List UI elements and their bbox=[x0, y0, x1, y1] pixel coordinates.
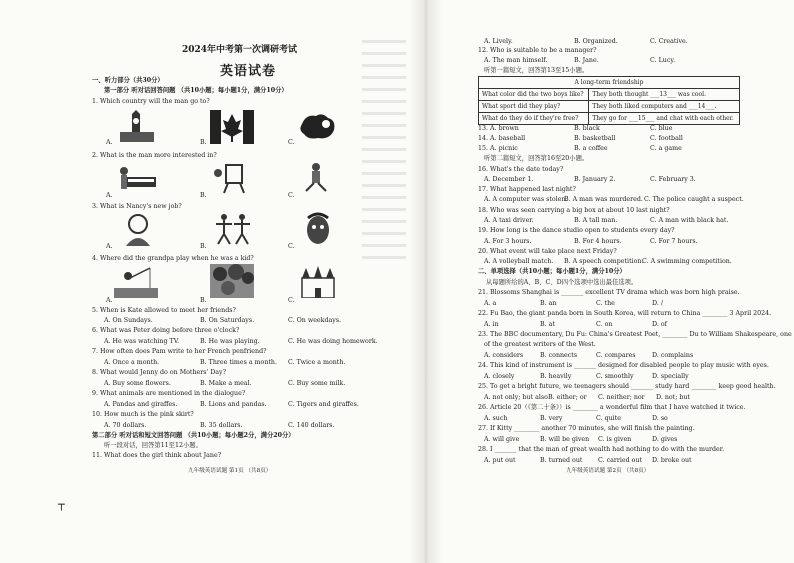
singer-icon bbox=[116, 212, 160, 246]
option-a: A. considers bbox=[484, 352, 524, 359]
option-a: 13. A. brown bbox=[478, 125, 519, 132]
option-c: C. Twice a month. bbox=[288, 359, 346, 366]
option-label: C. bbox=[288, 139, 295, 146]
exam-title: 2024年中考第一次调研考试 bbox=[182, 45, 298, 55]
option-c: C. the bbox=[596, 300, 615, 307]
question-3: 3. What is Nancy's new job? bbox=[92, 203, 182, 210]
option-label: C. bbox=[288, 243, 295, 250]
option-a: A. in bbox=[484, 321, 499, 328]
passage2-instruction: 听第二篇短文，回答第16至20小题。 bbox=[484, 155, 589, 162]
page-fold bbox=[409, 0, 443, 563]
part1-heading: 第一部分 听对话回答问题 （共10小题；每小题1分，满分10分） bbox=[104, 87, 288, 94]
option-c: C. 140 dollars. bbox=[288, 422, 335, 429]
option-b: B. very bbox=[540, 415, 563, 422]
text-cursor-icon: ┬ bbox=[58, 498, 65, 511]
option-b: B. black bbox=[574, 125, 600, 132]
question-10: 10. How much is the pink skirt? bbox=[92, 411, 194, 418]
question-6: 6. What was Peter doing before three o'clock? bbox=[92, 327, 240, 334]
option-d: D. gives bbox=[652, 436, 678, 443]
option-a: A. The man himself. bbox=[484, 57, 548, 64]
question-12: 12. Who is suitable to be a manager? bbox=[478, 47, 597, 54]
option-a: 15. A. picnic bbox=[478, 145, 518, 152]
section2-instruction: 从每题所给的A、B、C、D四个选项中选出最佳选项。 bbox=[486, 279, 638, 286]
option-label: A. bbox=[106, 243, 113, 250]
option-a: 14. A. baseball bbox=[478, 135, 526, 142]
option-a: A. Buy some flowers. bbox=[104, 380, 171, 387]
question-1: 1. Which country will the man go to? bbox=[92, 98, 210, 105]
option-b: B. a coffee bbox=[574, 145, 608, 152]
option-a: A. A volleyball match. bbox=[484, 258, 554, 265]
australia-map-icon bbox=[296, 110, 340, 144]
left-page bbox=[92, 0, 378, 563]
option-c: C. A swimming competition. bbox=[642, 258, 732, 265]
question-21: 21. Blossoms Shanghai is _______ excellent TV drama which was born high praise. bbox=[478, 289, 740, 296]
option-a: A. will give bbox=[484, 436, 520, 443]
option-c: C. A man with black hat. bbox=[650, 217, 729, 224]
option-a: A. put out bbox=[484, 457, 516, 464]
part2-instruction: 听一段对话，回答第11至12小题。 bbox=[104, 442, 202, 449]
option-b: B. at bbox=[540, 321, 555, 328]
question-4: 4. Where did the grandpa play when he was a kid? bbox=[92, 255, 254, 262]
option-c: C. blue bbox=[650, 125, 673, 132]
option-b: B. He was playing. bbox=[200, 338, 260, 345]
option-label: A. bbox=[106, 192, 113, 199]
section1-heading: 一、听力部分（共30分） bbox=[92, 77, 164, 84]
question-27: 27. If Kitty ________ another 70 minutes, she will finish the painting. bbox=[478, 425, 695, 432]
question-9: 9. What animals are mentioned in the dialogue? bbox=[92, 390, 246, 397]
question-23: 23. The BBC documentary, Du Fu: China's Greatest Poet, ________ Du to William Shakespeare, one bbox=[478, 331, 792, 338]
question-8: 8. What would Jenny do on Mothers' Day? bbox=[92, 369, 226, 376]
option-label: B. bbox=[200, 139, 207, 146]
option-b: B. basketball bbox=[574, 135, 616, 142]
question-17: 17. What happened last night? bbox=[478, 186, 576, 193]
option-b: B. January 2. bbox=[574, 176, 616, 183]
table-header: A long-term friendship bbox=[479, 77, 740, 89]
option-c: C. smoothly bbox=[596, 373, 634, 380]
page-footer-2: 九年级英语试题 第2页 （共8页） bbox=[566, 468, 650, 474]
option-c: C. The police caught a suspect. bbox=[644, 196, 744, 203]
question-2: 2. What is the man more interested in? bbox=[92, 152, 217, 159]
option-b: B. On Saturdays. bbox=[200, 317, 255, 324]
question-5: 5. When is Kate allowed to meet her friends? bbox=[92, 307, 236, 314]
exam-subject: 英语试卷 bbox=[220, 64, 277, 79]
option-b: B. Lions and pandas. bbox=[200, 401, 267, 408]
option-d: D. complains bbox=[652, 352, 694, 359]
question-23-cont: of the greatest writers of the West. bbox=[484, 341, 596, 348]
forest-icon bbox=[210, 264, 254, 298]
option-c: C. on bbox=[596, 321, 613, 328]
option-d: D. / bbox=[652, 300, 663, 307]
option-c: C. Lucy. bbox=[650, 57, 676, 64]
option-c: C. For 7 hours. bbox=[650, 238, 698, 245]
option-a: A. For 3 hours. bbox=[484, 238, 532, 245]
option-d: D. not; but bbox=[656, 394, 690, 401]
option-a: A. A taxi driver. bbox=[484, 217, 534, 224]
question-28: 28. I _______ that the man of great wealth had nothing to do with the murder. bbox=[478, 446, 725, 453]
option-label: B. bbox=[200, 192, 207, 199]
table-cell: What sport did they play? bbox=[479, 101, 589, 113]
option-b: B. Jane. bbox=[574, 57, 599, 64]
option-b: B. A tall man. bbox=[574, 217, 618, 224]
option-b: B. heavily bbox=[540, 373, 572, 380]
option-d: D. broke out bbox=[652, 457, 692, 464]
option-a: A. such bbox=[484, 415, 508, 422]
option-c: C. Tigers and giraffes. bbox=[288, 401, 359, 408]
option-a: A. closely bbox=[484, 373, 515, 380]
option-d: D. specially bbox=[652, 373, 689, 380]
table-cell: They both thought ___13___ was cool. bbox=[589, 89, 740, 101]
option-label: C. bbox=[288, 297, 295, 304]
option-a: A. a bbox=[484, 300, 497, 307]
option-label: A. bbox=[106, 297, 113, 304]
table-cell: They both liked computers and ___14___. bbox=[589, 101, 740, 113]
question-16: 16. What's the date today? bbox=[478, 166, 564, 173]
question-20: 20. What event will take place next Friday? bbox=[478, 248, 617, 255]
opera-mask-icon bbox=[296, 212, 340, 246]
option-label: B. bbox=[200, 297, 207, 304]
question-24: 24. This kind of instrument is _______ designed for disabled people to play music with eyes. bbox=[478, 362, 769, 369]
right-page bbox=[478, 0, 792, 563]
option-b: B. will be given bbox=[540, 436, 590, 443]
table-cell: They go for ___15___ and chat with each other. bbox=[589, 113, 740, 125]
table-cell: What do they do if they're free? bbox=[479, 113, 589, 125]
option-a: A. 70 dollars. bbox=[104, 422, 147, 429]
bleed-through-shadow bbox=[362, 40, 406, 260]
option-a: A. He was watching TV. bbox=[104, 338, 180, 345]
option-d: D. of bbox=[652, 321, 667, 328]
option-a: A. not only; but also bbox=[484, 394, 548, 401]
option-b: B. connects bbox=[540, 352, 578, 359]
option-c: C. On weekdays. bbox=[288, 317, 342, 324]
option-b: B. an bbox=[540, 300, 557, 307]
option-c: C. He was doing homework. bbox=[288, 338, 378, 345]
option-a: A. December 1. bbox=[484, 176, 534, 183]
table-cell: What color did the two boys like? bbox=[479, 89, 589, 101]
option-a: A. A computer was stolen. bbox=[484, 196, 568, 203]
question-7: 7. How often does Pam write to her French penfriend? bbox=[92, 348, 267, 355]
option-b: B. either; or bbox=[548, 394, 587, 401]
question-25: 25. To get a bright future, we teenagers should _______ study hard ________ keep good health. bbox=[478, 383, 776, 390]
option-b: B. A man was murdered. bbox=[564, 196, 643, 203]
option-c: C. Buy some milk. bbox=[288, 380, 346, 387]
section2-heading: 二、单项选择（共10小题；每小题1分，满分10分） bbox=[478, 268, 626, 275]
piano-player-icon bbox=[116, 161, 160, 195]
passage1-instruction: 听第一篇短文，回答第13至15小题。 bbox=[484, 67, 589, 74]
option-c: C. February 3. bbox=[650, 176, 696, 183]
table-row bbox=[479, 113, 740, 125]
page-footer-1: 九年级英语试题 第1页 （共8页） bbox=[188, 468, 272, 474]
option-c: C. neither; nor bbox=[598, 394, 645, 401]
question-22: 22. Fu Bao, the giant panda born in South Korea, will return to China ________ 3 April 2024. bbox=[478, 310, 772, 317]
part2-heading: 第二部分 听对话和短文回答问题 （共10小题；每小题2分，满分20分） bbox=[92, 432, 295, 439]
option-label: A. bbox=[106, 139, 113, 146]
option-b: B. Three times a month. bbox=[200, 359, 277, 366]
option-b: B. 35 dollars. bbox=[200, 422, 243, 429]
option-d: D. so bbox=[652, 415, 668, 422]
option-a: A. Lively. bbox=[484, 38, 513, 45]
option-b: B. For 4 hours. bbox=[574, 238, 622, 245]
option-b: B. Make a meal. bbox=[200, 380, 252, 387]
table-row bbox=[479, 101, 740, 113]
option-c: C. compares bbox=[596, 352, 636, 359]
option-c: C. is given bbox=[598, 436, 632, 443]
painter-easel-icon bbox=[210, 161, 254, 195]
option-c: C. a game bbox=[650, 145, 682, 152]
option-c: C. quite bbox=[596, 415, 621, 422]
option-a: A. Once a month. bbox=[104, 359, 160, 366]
question-19: 19. How long is the dance studio open to students every day? bbox=[478, 227, 675, 234]
question-11: 11. What does the girl think about Jane? bbox=[92, 452, 222, 459]
option-c: C. Creative. bbox=[650, 38, 688, 45]
table-row bbox=[479, 89, 740, 101]
maple-leaf-flag-icon bbox=[210, 110, 254, 144]
option-a: A. On Sundays. bbox=[104, 317, 153, 324]
skater-icon bbox=[296, 161, 340, 195]
option-label: B. bbox=[200, 243, 207, 250]
option-c: C. football bbox=[650, 135, 683, 142]
option-label: C. bbox=[288, 192, 295, 199]
ballet-dancers-icon bbox=[210, 212, 254, 246]
big-ben-tower-icon bbox=[114, 110, 158, 144]
fishing-kid-icon bbox=[114, 264, 158, 298]
castle-icon bbox=[296, 264, 340, 298]
option-b: B. A speech competition. bbox=[564, 258, 644, 265]
question-18: 18. Who was seen carrying a big box at about 10 last night? bbox=[478, 207, 670, 214]
question-26: 26. Article 20（《第二十条》）is ________ a wonderful film that I have watched it twice. bbox=[478, 404, 746, 411]
option-b: B. turned out bbox=[540, 457, 583, 464]
option-b: B. Organized. bbox=[574, 38, 618, 45]
option-a: A. Pandas and giraffes. bbox=[104, 401, 178, 408]
option-c: C. carried out bbox=[598, 457, 643, 464]
friendship-table bbox=[478, 76, 740, 125]
